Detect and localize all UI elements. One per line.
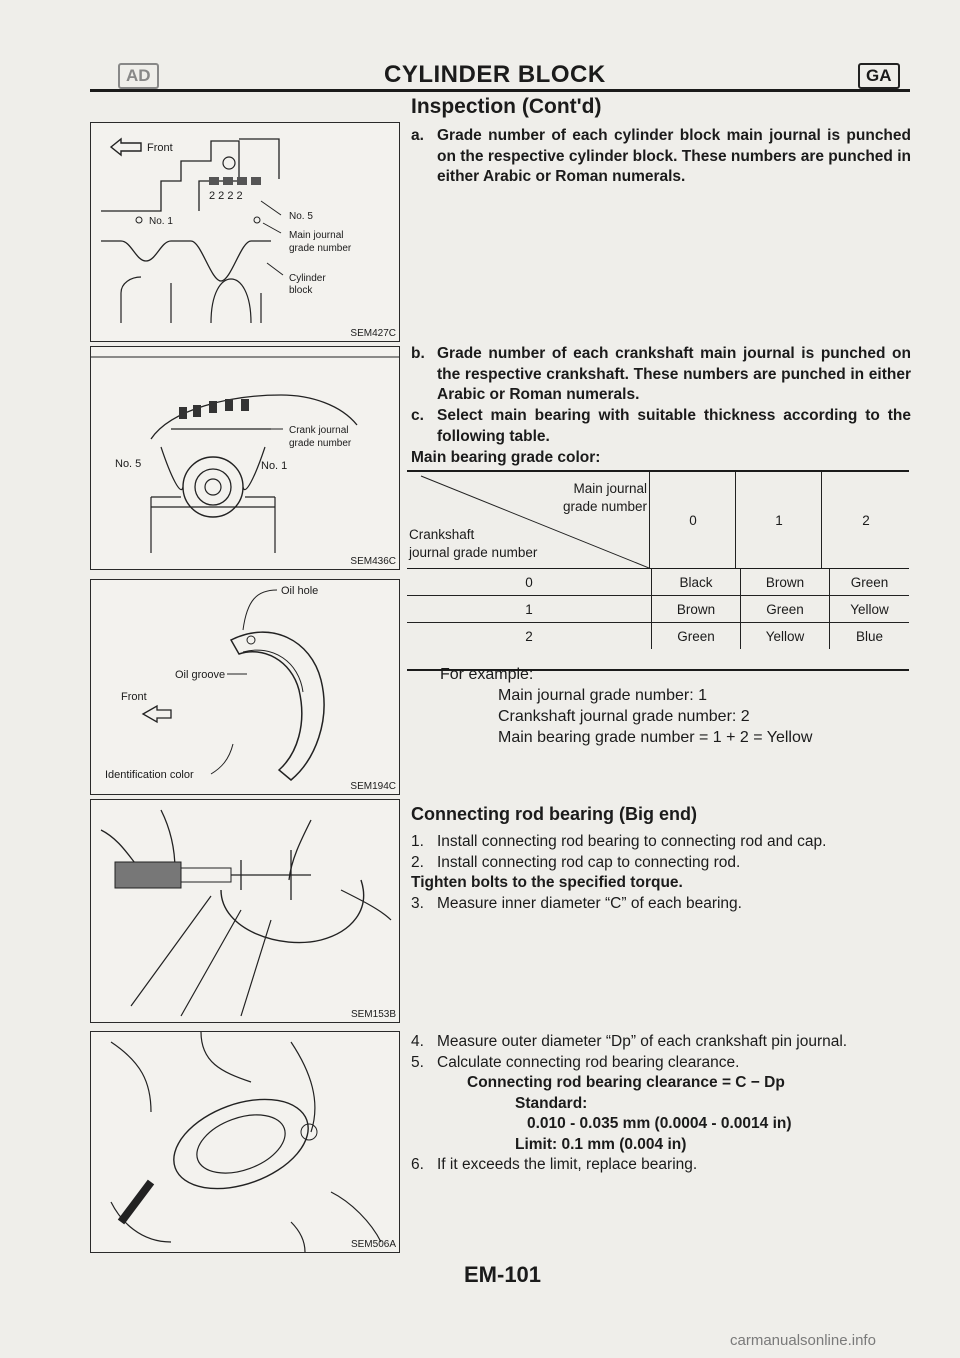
fig1-grade-digits: 2 2 2 2 [209,190,243,202]
fig3-front-label: Front [121,691,147,703]
conrod-step-6-text: If it exceeds the limit, replace bearing. [437,1156,698,1173]
example-line-3: Main bearing grade number = 1 + 2 = Yellow [498,729,813,746]
clearance-standard-value: 0.010 - 0.035 mm (0.0004 - 0.0014 in) [527,1115,792,1132]
section-b-text: Grade number of each crankshaft main journal is punched on the respective crankshaft. These numbers are punched in either Arabic or Roman numerals. [437,345,911,403]
table-col-header-0: 0 [649,472,736,568]
front-arrow-icon [111,139,141,155]
table-caption: Main bearing grade color: [411,449,601,466]
figure-cylinder-block-grade [90,122,400,342]
section-c-text: Select main bearing with suitable thickness according to the following table. [437,407,911,445]
example-block [440,664,812,748]
main-bearing-grade-table [407,470,909,671]
page-number: EM-101 [464,1262,542,1287]
section-b [411,344,911,406]
table-corner-bottom-line2: journal grade number [409,545,538,560]
fig2-no5-label: No. 5 [115,458,142,470]
table-corner-bottom [409,526,537,562]
example-intro: For example: [440,666,534,683]
table-row-label: 1 [407,596,652,623]
fig3-identification-color-label: Identification color [105,769,194,781]
fig3-oil-hole-label: Oil hole [281,585,319,597]
section-c [411,406,911,447]
conrod-step-1-num: 1. [411,833,424,850]
table-cell: Yellow [741,623,830,650]
conrod-step-2 [411,853,911,874]
fig1-cylinder-label: Cylinder [289,273,326,284]
conrod-steps-4-6 [411,1032,911,1176]
page-title: CYLINDER BLOCK [384,61,606,88]
section-c-label: c. [411,407,424,424]
table-corner-top [563,480,647,516]
table-cell: Black [652,569,741,596]
table-body [407,569,909,649]
clearance-formula: Connecting rod bearing clearance = C − Dp [467,1074,785,1091]
fig1-main-journal-label: Main journal [289,230,344,241]
fig3-code: SEM194C [350,781,396,792]
table-cell: Green [830,569,910,596]
clearance-standard-label: Standard: [515,1094,588,1112]
fig1-grade-number-label: grade number [289,243,352,254]
header-rule [90,89,910,92]
fig2-grade-number-label: grade number [289,438,352,449]
example-line-1: Main journal grade number: 1 [498,687,708,704]
conrod-step-2-text: Install connecting rod cap to connecting rod. [437,853,741,871]
table-cell: Green [741,596,830,623]
fig1-block-label: block [289,285,313,296]
fig1-front-label: Front [147,142,173,154]
front-arrow-icon [143,706,171,722]
conrod-step-5-text: Calculate connecting rod bearing clearance. [437,1053,740,1071]
table-row-label: 0 [407,569,652,596]
fig4-code: SEM153B [350,1009,396,1020]
table-corner-bottom-line1: Crankshaft [409,527,475,542]
conrod-step-2-num: 2. [411,853,424,871]
section-subtitle: Inspection (Cont'd) [411,95,602,118]
table-row [407,596,909,623]
table-row [407,569,909,596]
figure-crankpin-measurement [90,1031,400,1253]
table-cell: Yellow [830,596,910,623]
section-b-label: b. [411,345,425,362]
conrod-heading: Connecting rod bearing (Big end) [411,804,697,824]
figure-bearing-shell [90,579,400,795]
conrod-step-3-text: Measure inner diameter “C” of each bearing. [437,894,742,912]
table-cell: Blue [830,623,910,650]
table-row-label: 2 [525,628,533,644]
conrod-step-1 [411,832,911,853]
fig1-no1-label: No. 1 [149,216,173,227]
conrod-step-5 [411,1053,911,1074]
fig5-code: SEM506A [350,1239,396,1250]
table-row [407,623,909,650]
fig1-code: SEM427C [350,328,396,339]
table-col-header-2: 2 [821,472,910,568]
table-corner-top-line2: grade number [562,499,647,514]
source-watermark: carmanualsonline.info [730,1332,876,1349]
section-badge-ga: GA [858,63,900,89]
fig2-crank-journal-label: Crank journal [289,425,349,436]
conrod-step-6 [411,1155,911,1176]
fig1-no5-label: No. 5 [289,211,313,222]
section-a-text: Grade number of each cylinder block main journal is punched on the respective cylinder block. These numbers are punched in either Arabic or Roman numerals. [437,127,911,185]
conrod-step-3-num: 3. [411,894,424,912]
fig3-oil-groove-label: Oil groove [175,669,226,681]
section-a [411,126,911,188]
fig2-code: SEM436C [350,556,396,567]
section-badge-ad: AD [118,63,159,89]
table-corner-top-line1: Main journal [573,481,647,496]
clearance-limit: Limit: 0.1 mm (0.004 in) [515,1135,687,1153]
conrod-step-6-num: 6. [411,1156,424,1173]
conrod-steps-1-3 [411,832,911,914]
conrod-step-4 [411,1032,911,1053]
conrod-step-4-text: Measure outer diameter “Dp” of each crankshaft pin journal. [437,1033,848,1050]
table-cell: Brown [741,569,830,596]
conrod-step-5-num: 5. [411,1053,424,1071]
conrod-torque-note: Tighten bolts to the specified torque. [411,874,683,891]
figure-crankshaft-grade [90,346,400,570]
conrod-step-1-text: Install connecting rod bearing to connecting rod and cap. [437,833,827,850]
figure-micrometer-measurement [90,799,400,1023]
table-col-header-1: 1 [735,472,822,568]
conrod-step-3 [411,894,911,915]
table-cell: Brown [652,596,741,623]
fig2-no1-label: No. 1 [261,460,288,472]
table-cell: Green [652,623,741,650]
section-a-label: a. [411,127,424,144]
conrod-step-4-num: 4. [411,1033,424,1050]
example-line-2: Crankshaft journal grade number: 2 [498,708,750,725]
